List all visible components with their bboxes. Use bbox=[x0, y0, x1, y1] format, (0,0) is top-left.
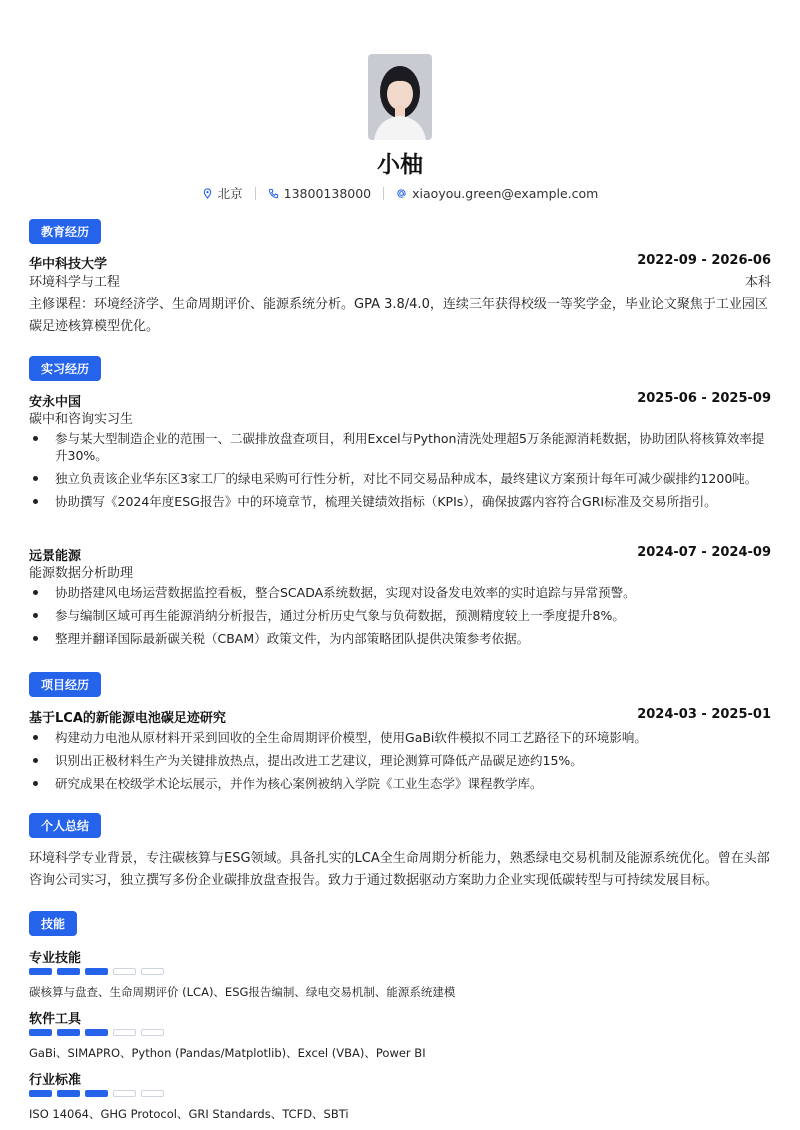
project-dates: 2024-03 - 2025-01 bbox=[637, 707, 771, 722]
skill-bar-empty bbox=[141, 968, 164, 975]
skill-bar-filled bbox=[29, 968, 52, 975]
list-item: 协助搭建风电场运营数据监控看板，整合SCADA系统数据，实现对设备发电效率的实时追踪与异常预警。 bbox=[29, 584, 771, 601]
section-badge-internship: 实习经历 bbox=[29, 356, 101, 381]
skill-bar-filled bbox=[29, 1029, 52, 1036]
summary-text: 环境科学专业背景，专注碳核算与ESG领域。具备扎实的LCA全生命周期分析能力，熟悉绿电交易机制及能源系统优化。曾在头部咨询公司实习，独立撰写多份企业碳排放盘查报告。致力于通过数据驱动方案助力企业实现低碳转型与可持续发展目标。 bbox=[29, 851, 770, 888]
project-title-row bbox=[29, 707, 771, 726]
list-item: 整理并翻译国际最新碳关税（CBAM）政策文件，为内部策略团队提供决策参考依据。 bbox=[29, 630, 771, 647]
internship-role-row bbox=[29, 408, 771, 427]
skill-description: 碳核算与盘查、生命周期评价 (LCA)、ESG报告编制、绿电交易机制、能源系统建模 bbox=[29, 985, 456, 999]
phone-item bbox=[268, 186, 371, 201]
list-item: 构建动力电池从原材料开采到回收的全生命周期评价模型，使用GaBi软件模拟不同工艺路径下的环境影响。 bbox=[29, 729, 771, 746]
phone-icon bbox=[268, 188, 279, 199]
section-badge-education: 教育经历 bbox=[29, 219, 101, 244]
skill-bar-filled bbox=[57, 1029, 80, 1036]
email-link[interactable]: xiaoyou.green@example.com bbox=[412, 185, 599, 201]
phone-text: 13800138000 bbox=[283, 185, 372, 201]
email-at-icon bbox=[396, 188, 407, 199]
skill-level-bars bbox=[29, 1029, 164, 1036]
skill-bar-empty bbox=[141, 1029, 164, 1036]
skill-bar-empty bbox=[113, 1029, 136, 1036]
email-item bbox=[396, 186, 598, 201]
company-name: 安永中国 bbox=[29, 395, 82, 410]
skill-title: 专业技能 bbox=[29, 951, 82, 966]
skill-bar-empty bbox=[113, 1090, 136, 1097]
skill-description: GaBi、SIMAPRO、Python (Pandas/Matplotlib)、Excel (VBA)、Power BI bbox=[29, 1046, 426, 1060]
skill-bar-filled bbox=[85, 1090, 108, 1097]
internship-role-row bbox=[29, 562, 771, 581]
internship-bullets bbox=[29, 584, 771, 653]
list-item: 协助撰写《2024年度ESG报告》中的环境章节，梳理关键绩效指标（KPIs），确保披露内容符合GRI标准及交易所指引。 bbox=[29, 493, 771, 510]
internship-role: 能源数据分析助理 bbox=[29, 566, 134, 581]
section-badge-skills: 技能 bbox=[29, 911, 77, 936]
skill-bar-filled bbox=[29, 1090, 52, 1097]
list-item: 参与编制区域可再生能源消纳分析报告，通过分析历史气象与负荷数据，预测精度较上一季度提升8%。 bbox=[29, 607, 771, 624]
location-text: 北京 bbox=[217, 186, 243, 201]
skill-level-bars bbox=[29, 1090, 164, 1097]
skill-bar-filled bbox=[57, 1090, 80, 1097]
skill-bar-filled bbox=[57, 968, 80, 975]
internship-bullets bbox=[29, 430, 771, 516]
internship-dates: 2025-06 - 2025-09 bbox=[637, 391, 771, 406]
section-badge-projects: 项目经历 bbox=[29, 672, 101, 697]
list-item: 研究成果在校级学术论坛展示，并作为核心案例被纳入学院《工业生态学》课程教学库。 bbox=[29, 775, 771, 792]
skill-bar-empty bbox=[141, 1090, 164, 1097]
education-school-row bbox=[29, 253, 771, 272]
section-badge-summary: 个人总结 bbox=[29, 813, 101, 838]
major: 环境科学与工程 bbox=[29, 275, 121, 290]
education-major-row bbox=[29, 271, 771, 290]
skill-bar-filled bbox=[85, 1029, 108, 1036]
location-pin-icon bbox=[202, 188, 213, 199]
degree: 本科 bbox=[744, 275, 771, 290]
contact-divider bbox=[255, 187, 256, 200]
skill-title: 行业标准 bbox=[29, 1073, 82, 1088]
skill-level-bars bbox=[29, 968, 164, 975]
project-title: 基于LCA的新能源电池碳足迹研究 bbox=[29, 711, 226, 726]
school-name: 华中科技大学 bbox=[29, 257, 108, 272]
list-item: 参与某大型制造企业的范围一、二碳排放盘查项目，利用Excel与Python清洗处理超5万条能源消耗数据，协助团队将核算效率提升30%。 bbox=[29, 430, 771, 464]
location-item bbox=[202, 184, 243, 202]
skill-title: 软件工具 bbox=[29, 1012, 82, 1027]
candidate-name: 小柚 bbox=[377, 152, 423, 178]
skill-bar-filled bbox=[85, 968, 108, 975]
list-item: 独立负责该企业华东区3家工厂的绿电采购可行性分析，对比不同交易品种成本，最终建议方案预计每年可减少碳排约1200吨。 bbox=[29, 470, 771, 487]
skill-description: ISO 14064、GHG Protocol、GRI Standards、TCFD、SBTi bbox=[29, 1107, 349, 1121]
company-name: 远景能源 bbox=[29, 549, 82, 564]
internship-dates: 2024-07 - 2024-09 bbox=[637, 545, 771, 560]
profile-photo bbox=[368, 54, 432, 140]
internship-role: 碳中和咨询实习生 bbox=[29, 412, 134, 427]
project-bullets bbox=[29, 729, 771, 798]
skill-bar-empty bbox=[113, 968, 136, 975]
education-description: 主修课程：环境经济学、生命周期评价、能源系统分析。GPA 3.8/4.0，连续三年获得校级一等奖学金，毕业论文聚焦于工业园区碳足迹核算模型优化。 bbox=[29, 297, 768, 334]
contact-bar bbox=[0, 184, 800, 202]
list-item: 识别出正极材料生产为关键排放热点，提出改进工艺建议，理论测算可降低产品碳足迹约15%。 bbox=[29, 752, 771, 769]
contact-divider bbox=[383, 187, 384, 200]
education-dates: 2022-09 - 2026-06 bbox=[637, 253, 771, 268]
